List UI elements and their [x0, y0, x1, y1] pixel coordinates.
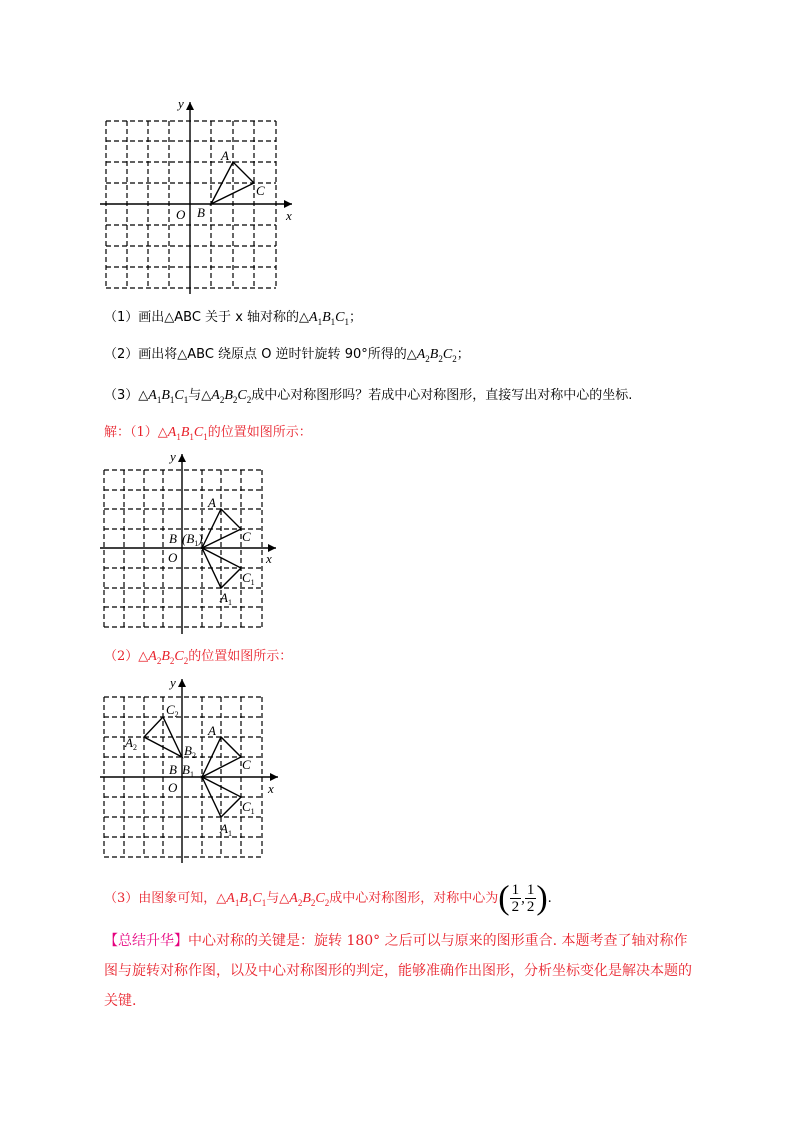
point-b2-label: $B_2$: [184, 743, 196, 760]
summary-paragraph: [104, 926, 694, 1016]
y-axis-label: y: [170, 675, 176, 690]
origin-label: O: [176, 207, 186, 222]
summary-tag: 【总结升华】: [104, 933, 188, 949]
point-b1-label: $B_1$: [182, 762, 194, 779]
y-axis-label: y: [170, 449, 176, 464]
figure-original-triangle: [96, 96, 306, 296]
point-c-label: C: [242, 529, 251, 544]
point-a1-label: $A_1$: [220, 590, 232, 607]
summary-text: 中心对称的关键是：旋转 180° 之后可以与原来的图形重合. 本题考查了轴对称作图与旋转对称作图，以及中心对称图形的判定，能够准确作出图形，分析坐标变化是解决本题的关键.: [104, 933, 692, 1009]
question-3: $(3)\triangle A_1B_1C_1$与$\triangle A_2B_2C_2$成中心对称图形吗？若成中心对称图形，直接写出对称中心的坐标.: [104, 388, 633, 405]
solution-1: 解：$(1)\triangle A_1B_1C_1$的位置如图所示：: [104, 425, 312, 442]
x-axis-label: x: [286, 208, 292, 223]
point-a1-label: $A_1$: [220, 821, 232, 838]
figure-reflection: [96, 448, 296, 638]
point-c1-label: $C_1$: [242, 799, 255, 816]
x-axis-label: x: [268, 781, 274, 796]
question-2: （2）画出将△ABC 绕原点 O 逆时针旋转 90°所得的$\triangle A_2B_2C_2$；: [104, 347, 470, 364]
point-c-label: C: [242, 757, 251, 772]
point-a-label: A: [208, 495, 216, 510]
point-b-label: B: [197, 205, 205, 220]
origin-label: O: [168, 550, 178, 565]
question-1: （1）画出△ABC 关于 x 轴对称的$\triangle A_1B_1C_1$；: [104, 310, 363, 327]
point-a-label: A: [208, 723, 216, 738]
solution-3: （3）由图象可知，$\triangle A_1B_1C_1$与$\triangle A_2B_2C_2$成中心对称图形，对称中心为( $\frac{1}{2}$ , $\frac{1}{2}$ ).: [104, 879, 552, 917]
point-b-label: B: [169, 762, 177, 777]
point-c1-label: $C_1$: [242, 570, 255, 587]
point-c2-label: $C_2$: [166, 702, 179, 719]
point-c-label: C: [256, 183, 265, 198]
point-a2-label: $A_2$: [125, 735, 137, 752]
x-axis-label: x: [266, 551, 272, 566]
origin-label: O: [168, 780, 178, 795]
figure-rotation: [96, 673, 296, 868]
point-a-label: A: [221, 148, 229, 163]
point-b-label: B: [169, 531, 177, 546]
fraction-half: $\frac{1}{2}$ , $\frac{1}{2}$: [511, 882, 535, 916]
y-axis-label: y: [178, 96, 184, 111]
solution-2: $(2)\triangle A_2B_2C_2$的位置如图所示：: [104, 649, 293, 666]
point-b1-label: $(B_1)$: [182, 531, 203, 548]
